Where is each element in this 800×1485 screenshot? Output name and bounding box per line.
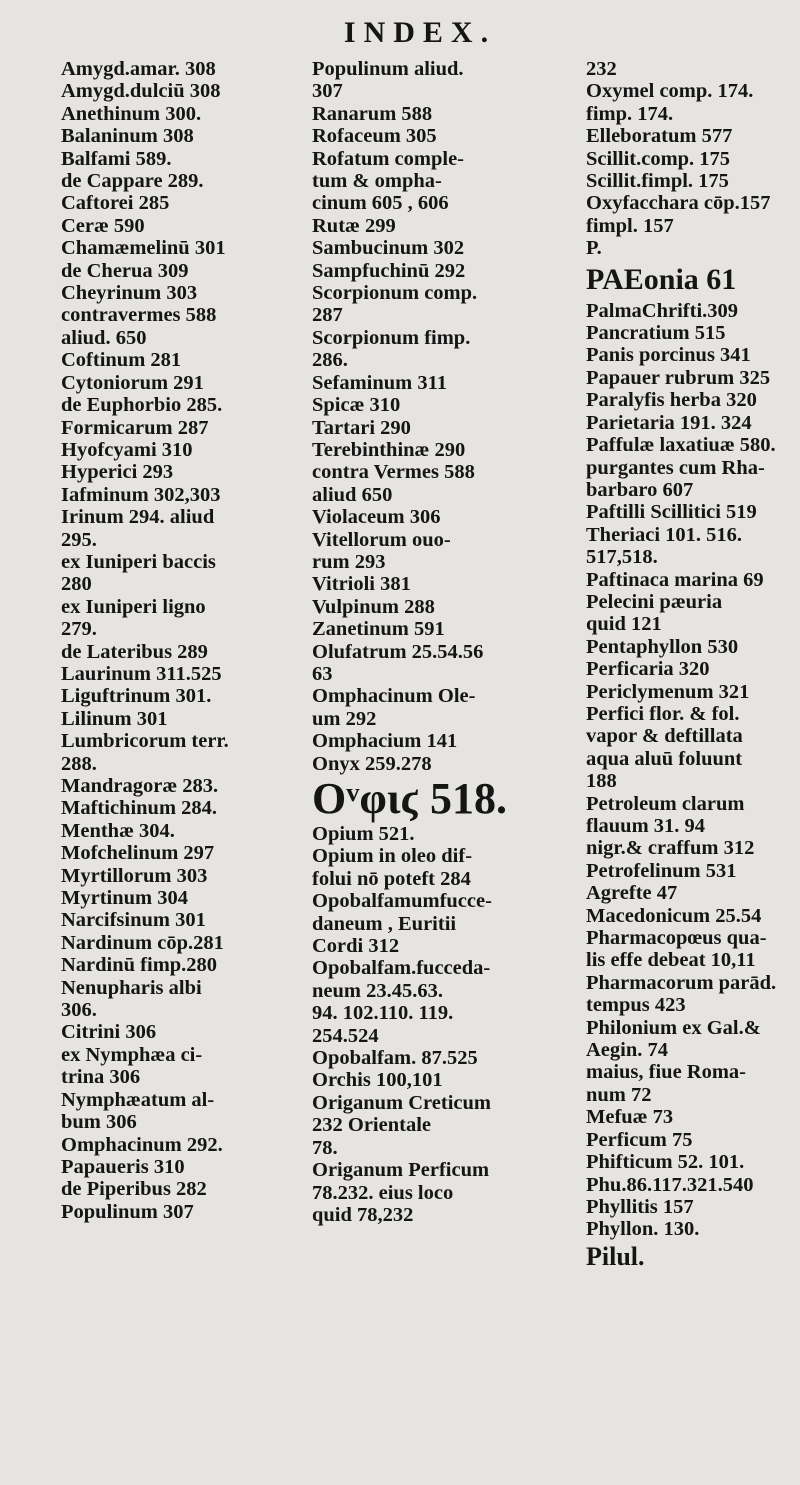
index-entry: Onyx 259.278 bbox=[312, 752, 432, 775]
index-entry: Opobalfam. 87.525 bbox=[312, 1047, 478, 1070]
index-column-1 bbox=[61, 58, 306, 1223]
index-entry: Irinum 294. aliud bbox=[61, 506, 215, 529]
index-entry: 306. bbox=[61, 999, 97, 1022]
index-entry: folui nō poteft 284 bbox=[312, 867, 471, 890]
index-entry: 232 Orientale bbox=[312, 1114, 431, 1137]
index-entry: aqua aluū foluunt bbox=[586, 747, 743, 770]
index-entry: Pentaphyllon 530 bbox=[586, 635, 739, 658]
index-entry: Sambucinum 302 bbox=[312, 237, 465, 260]
index-entry: Opium in oleo dif- bbox=[312, 845, 473, 868]
index-entry: Lilinum 301 bbox=[61, 707, 168, 730]
index-entry: Omphacinum 292. bbox=[61, 1133, 223, 1156]
index-entry: aliud 650 bbox=[312, 483, 393, 506]
index-entry: barbaro 607 bbox=[586, 478, 694, 501]
index-entry: Pancratium 515 bbox=[586, 322, 726, 345]
index-entry: P. bbox=[586, 237, 602, 260]
index-entry: Narcifsinum 301 bbox=[61, 909, 206, 932]
index-entry: Coftinum 281 bbox=[61, 349, 182, 372]
index-entry: Hyofcyami 310 bbox=[61, 438, 193, 461]
index-entry: 295. bbox=[61, 528, 97, 551]
index-entry: Phu.86.117.321.540 bbox=[586, 1173, 754, 1196]
index-entry: Origanum Perficum bbox=[312, 1159, 490, 1182]
index-entry: de Lateribus 289 bbox=[61, 640, 208, 663]
index-entry: Paralyfis herba 320 bbox=[586, 389, 757, 412]
index-entry: Omphacium 141 bbox=[312, 730, 458, 753]
index-entry: 188 bbox=[586, 770, 617, 793]
index-entry: maius, fiue Roma- bbox=[586, 1061, 747, 1084]
index-entry: num 72 bbox=[586, 1083, 652, 1106]
index-entry: Pilul. bbox=[586, 1241, 645, 1271]
index-entry: Phyllon. 130. bbox=[586, 1218, 700, 1241]
index-entry: Elleboratum 577 bbox=[586, 125, 733, 148]
index-entry: Spicæ 310 bbox=[312, 394, 401, 417]
index-entry: Papaueris 310 bbox=[61, 1155, 185, 1178]
index-entry: Petroleum clarum bbox=[586, 792, 745, 815]
index-entry: Caftorei 285 bbox=[61, 192, 170, 215]
index-entry: Zanetinum 591 bbox=[312, 618, 445, 641]
index-entry: Scillit.fimpl. 175 bbox=[586, 170, 729, 193]
index-entry: Parietaria 191. 324 bbox=[586, 411, 752, 434]
index-entry: 78.232. eius loco bbox=[312, 1181, 454, 1204]
index-entry: rum 293 bbox=[312, 550, 386, 573]
index-entry: Nenupharis albi bbox=[61, 976, 202, 999]
index-entry: Vulpinum 288 bbox=[312, 595, 435, 618]
index-entry: cinum 605 , 606 bbox=[312, 192, 449, 215]
page-header: INDEX. bbox=[343, 16, 497, 49]
index-entry: Cytoniorum 291 bbox=[61, 371, 204, 394]
index-entry: Oᵛφιϛ 518. bbox=[312, 774, 508, 823]
index-entry: Paffulæ laxatiuæ 580. bbox=[586, 434, 776, 457]
index-entry: Mofchelinum 297 bbox=[61, 842, 215, 865]
index-column-2 bbox=[312, 58, 588, 1226]
index-entry: 307 bbox=[312, 80, 343, 103]
index-entry: flauum 31. 94 bbox=[586, 815, 706, 837]
index-entry: Nymphæatum al- bbox=[61, 1088, 215, 1111]
index-entry: Tartari 290 bbox=[312, 416, 411, 439]
index-entry: Theriaci 101. 516. bbox=[586, 523, 743, 546]
index-entry: 280 bbox=[61, 573, 92, 596]
index-entry: tempus 423 bbox=[586, 994, 686, 1017]
index-entry: Panis porcinus 341 bbox=[586, 344, 751, 367]
index-entry: tum & ompha- bbox=[312, 170, 442, 193]
index-entry: 287 bbox=[312, 304, 343, 327]
index-entry: Liguftrinum 301. bbox=[61, 685, 212, 708]
index-entry: Oxymel comp. 174. bbox=[586, 80, 754, 103]
index-entry: Cordi 312 bbox=[312, 935, 400, 958]
index-entry: Phyllitis 157 bbox=[586, 1195, 694, 1218]
index-entry: Populinum 307 bbox=[61, 1200, 194, 1223]
index-entry: Balfami 589. bbox=[61, 147, 172, 170]
index-entry: Citrini 306 bbox=[61, 1021, 157, 1044]
index-entry: Pelecini pæuria bbox=[586, 590, 723, 613]
index-entry: ex Iuniperi ligno bbox=[61, 595, 206, 618]
index-entry: 517,518. bbox=[586, 546, 658, 569]
index-entry: Orchis 100,101 bbox=[312, 1069, 443, 1092]
index-entry: Cheyrinum 303 bbox=[61, 282, 198, 305]
index-entry: Agrefte 47 bbox=[586, 882, 678, 905]
index-entry: Iafminum 302,303 bbox=[61, 483, 221, 506]
index-entry: Philonium ex Gal.& bbox=[586, 1016, 761, 1039]
index-entry: Periclymenum 321 bbox=[586, 680, 750, 703]
index-entry: Chamæmelinū 301 bbox=[61, 237, 226, 260]
index-entry: aliud. 650 bbox=[61, 326, 147, 349]
index-entry: Amygd.dulciū 308 bbox=[61, 80, 221, 103]
index-entry: fimp. 174. bbox=[586, 102, 674, 125]
index-entry: de Euphorbio 285. bbox=[61, 394, 223, 417]
index-entry: Lumbricorum terr. bbox=[61, 730, 229, 753]
index-entry: Laurinum 311.525 bbox=[61, 662, 222, 685]
index-entry: Mandragoræ 283. bbox=[61, 775, 219, 797]
index-entry: Vitrioli 381 bbox=[312, 573, 411, 596]
index-entry: Petrofelinum 531 bbox=[586, 859, 737, 882]
index-entry: bum 306 bbox=[61, 1111, 137, 1134]
index-entry: Balaninum 308 bbox=[61, 125, 194, 148]
index-entry: 94. 102.110. 119. bbox=[312, 1002, 454, 1025]
index-entry: Mefuæ 73 bbox=[586, 1106, 674, 1129]
index-column-3 bbox=[586, 58, 792, 1273]
index-entry: ex Nymphæa ci- bbox=[61, 1043, 203, 1066]
index-entry: 286. bbox=[312, 349, 348, 372]
index-entry: Sampfuchinū 292 bbox=[312, 259, 466, 282]
index-entry: Olufatrum 25.54.56 bbox=[312, 640, 484, 663]
index-entry: Formicarum 287 bbox=[61, 416, 209, 439]
index-entry: Maftichinum 284. bbox=[61, 797, 218, 820]
index-entry: Perficum 75 bbox=[586, 1128, 693, 1151]
index-entry: PAEonia 61 bbox=[586, 262, 737, 296]
index-entry: daneum , Euritii bbox=[312, 912, 457, 935]
index-entry: Hyperici 293 bbox=[61, 461, 174, 484]
index-entry: Oxyfacchara cōp.157 bbox=[586, 192, 771, 215]
index-entry: nigr.& craffum 312 bbox=[586, 837, 755, 860]
index-entry: Amygd.amar. 308 bbox=[61, 58, 216, 80]
index-entry: 254.524 bbox=[312, 1024, 379, 1047]
index-entry: de Cappare 289. bbox=[61, 170, 204, 193]
index-entry: Violaceum 306 bbox=[312, 506, 441, 529]
index-entry: de Cherua 309 bbox=[61, 259, 189, 282]
index-entry: 63 bbox=[312, 662, 333, 685]
index-entry: Scorpionum comp. bbox=[312, 282, 478, 305]
index-entry: Nardinum cōp.281 bbox=[61, 931, 224, 954]
index-entry: Ranarum 588 bbox=[312, 102, 433, 125]
index-entry: trina 306 bbox=[61, 1066, 141, 1089]
index-entry: Rofaceum 305 bbox=[312, 125, 437, 148]
index-entry: Scillit.comp. 175 bbox=[586, 147, 731, 170]
index-entry: neum 23.45.63. bbox=[312, 979, 443, 1002]
index-entry: Perfici flor. & fol. bbox=[586, 702, 740, 725]
index-entry: contravermes 588 bbox=[61, 304, 217, 327]
index-entry: Opobalfamumfucce- bbox=[312, 890, 492, 913]
index-entry: 288. bbox=[61, 752, 97, 775]
index-entry: Paftinaca marina 69 bbox=[586, 568, 764, 591]
index-entry: Myrtinum 304 bbox=[61, 887, 188, 910]
index-entry: Sefaminum 311 bbox=[312, 371, 447, 394]
index-entry: Perficaria 320 bbox=[586, 658, 710, 681]
index-entry: um 292 bbox=[312, 707, 377, 730]
index-entry: Myrtillorum 303 bbox=[61, 864, 208, 887]
index-entry: Ceræ 590 bbox=[61, 214, 145, 237]
index-entry: 232 bbox=[586, 58, 617, 80]
index-entry: PalmaChrifti.309 bbox=[586, 299, 739, 322]
index-entry: Nardinū fimp.280 bbox=[61, 954, 218, 977]
index-entry: fimpl. 157 bbox=[586, 214, 674, 237]
index-entry: Terebinthinæ 290 bbox=[312, 438, 466, 461]
index-entry: de Piperibus 282 bbox=[61, 1178, 207, 1201]
index-entry: quid 121 bbox=[586, 613, 662, 636]
index-entry: vapor & deftillata bbox=[586, 725, 743, 748]
index-entry: Populinum aliud. bbox=[312, 58, 464, 80]
index-entry: Pharmacorum parād. bbox=[586, 971, 777, 994]
index-entry: Opium 521. bbox=[312, 823, 415, 845]
index-entry: ex Iuniperi baccis bbox=[61, 550, 216, 573]
index-entry: Rutæ 299 bbox=[312, 214, 396, 237]
index-entry: Rofatum comple- bbox=[312, 147, 465, 170]
index-entry: Menthæ 304. bbox=[61, 819, 175, 842]
index-entry: contra Vermes 588 bbox=[312, 461, 475, 484]
index-entry: purgantes cum Rha- bbox=[586, 456, 765, 479]
index-entry: Aegin. 74 bbox=[586, 1039, 668, 1062]
index-entry: Opobalfam.fucceda- bbox=[312, 957, 491, 980]
index-entry: Scorpionum fimp. bbox=[312, 326, 471, 349]
index-entry: Pharmacopœus qua- bbox=[586, 927, 767, 950]
index-entry: Omphacinum Ole- bbox=[312, 685, 476, 708]
index-entry: Macedonicum 25.54 bbox=[586, 904, 762, 927]
index-entry: Papauer rubrum 325 bbox=[586, 366, 771, 389]
index-entry: Anethinum 300. bbox=[61, 102, 202, 125]
index-entry: 78. bbox=[312, 1136, 338, 1159]
index-entry: lis effe debeat 10,11 bbox=[586, 949, 756, 972]
index-entry: Phifticum 52. 101. bbox=[586, 1151, 745, 1174]
index-entry: Origanum Creticum bbox=[312, 1091, 491, 1114]
index-entry: Paftilli Scillitici 519 bbox=[586, 501, 757, 524]
index-entry: 279. bbox=[61, 618, 97, 641]
index-entry: Vitellorum ouo- bbox=[312, 528, 451, 551]
index-entry: quid 78,232 bbox=[312, 1203, 414, 1226]
